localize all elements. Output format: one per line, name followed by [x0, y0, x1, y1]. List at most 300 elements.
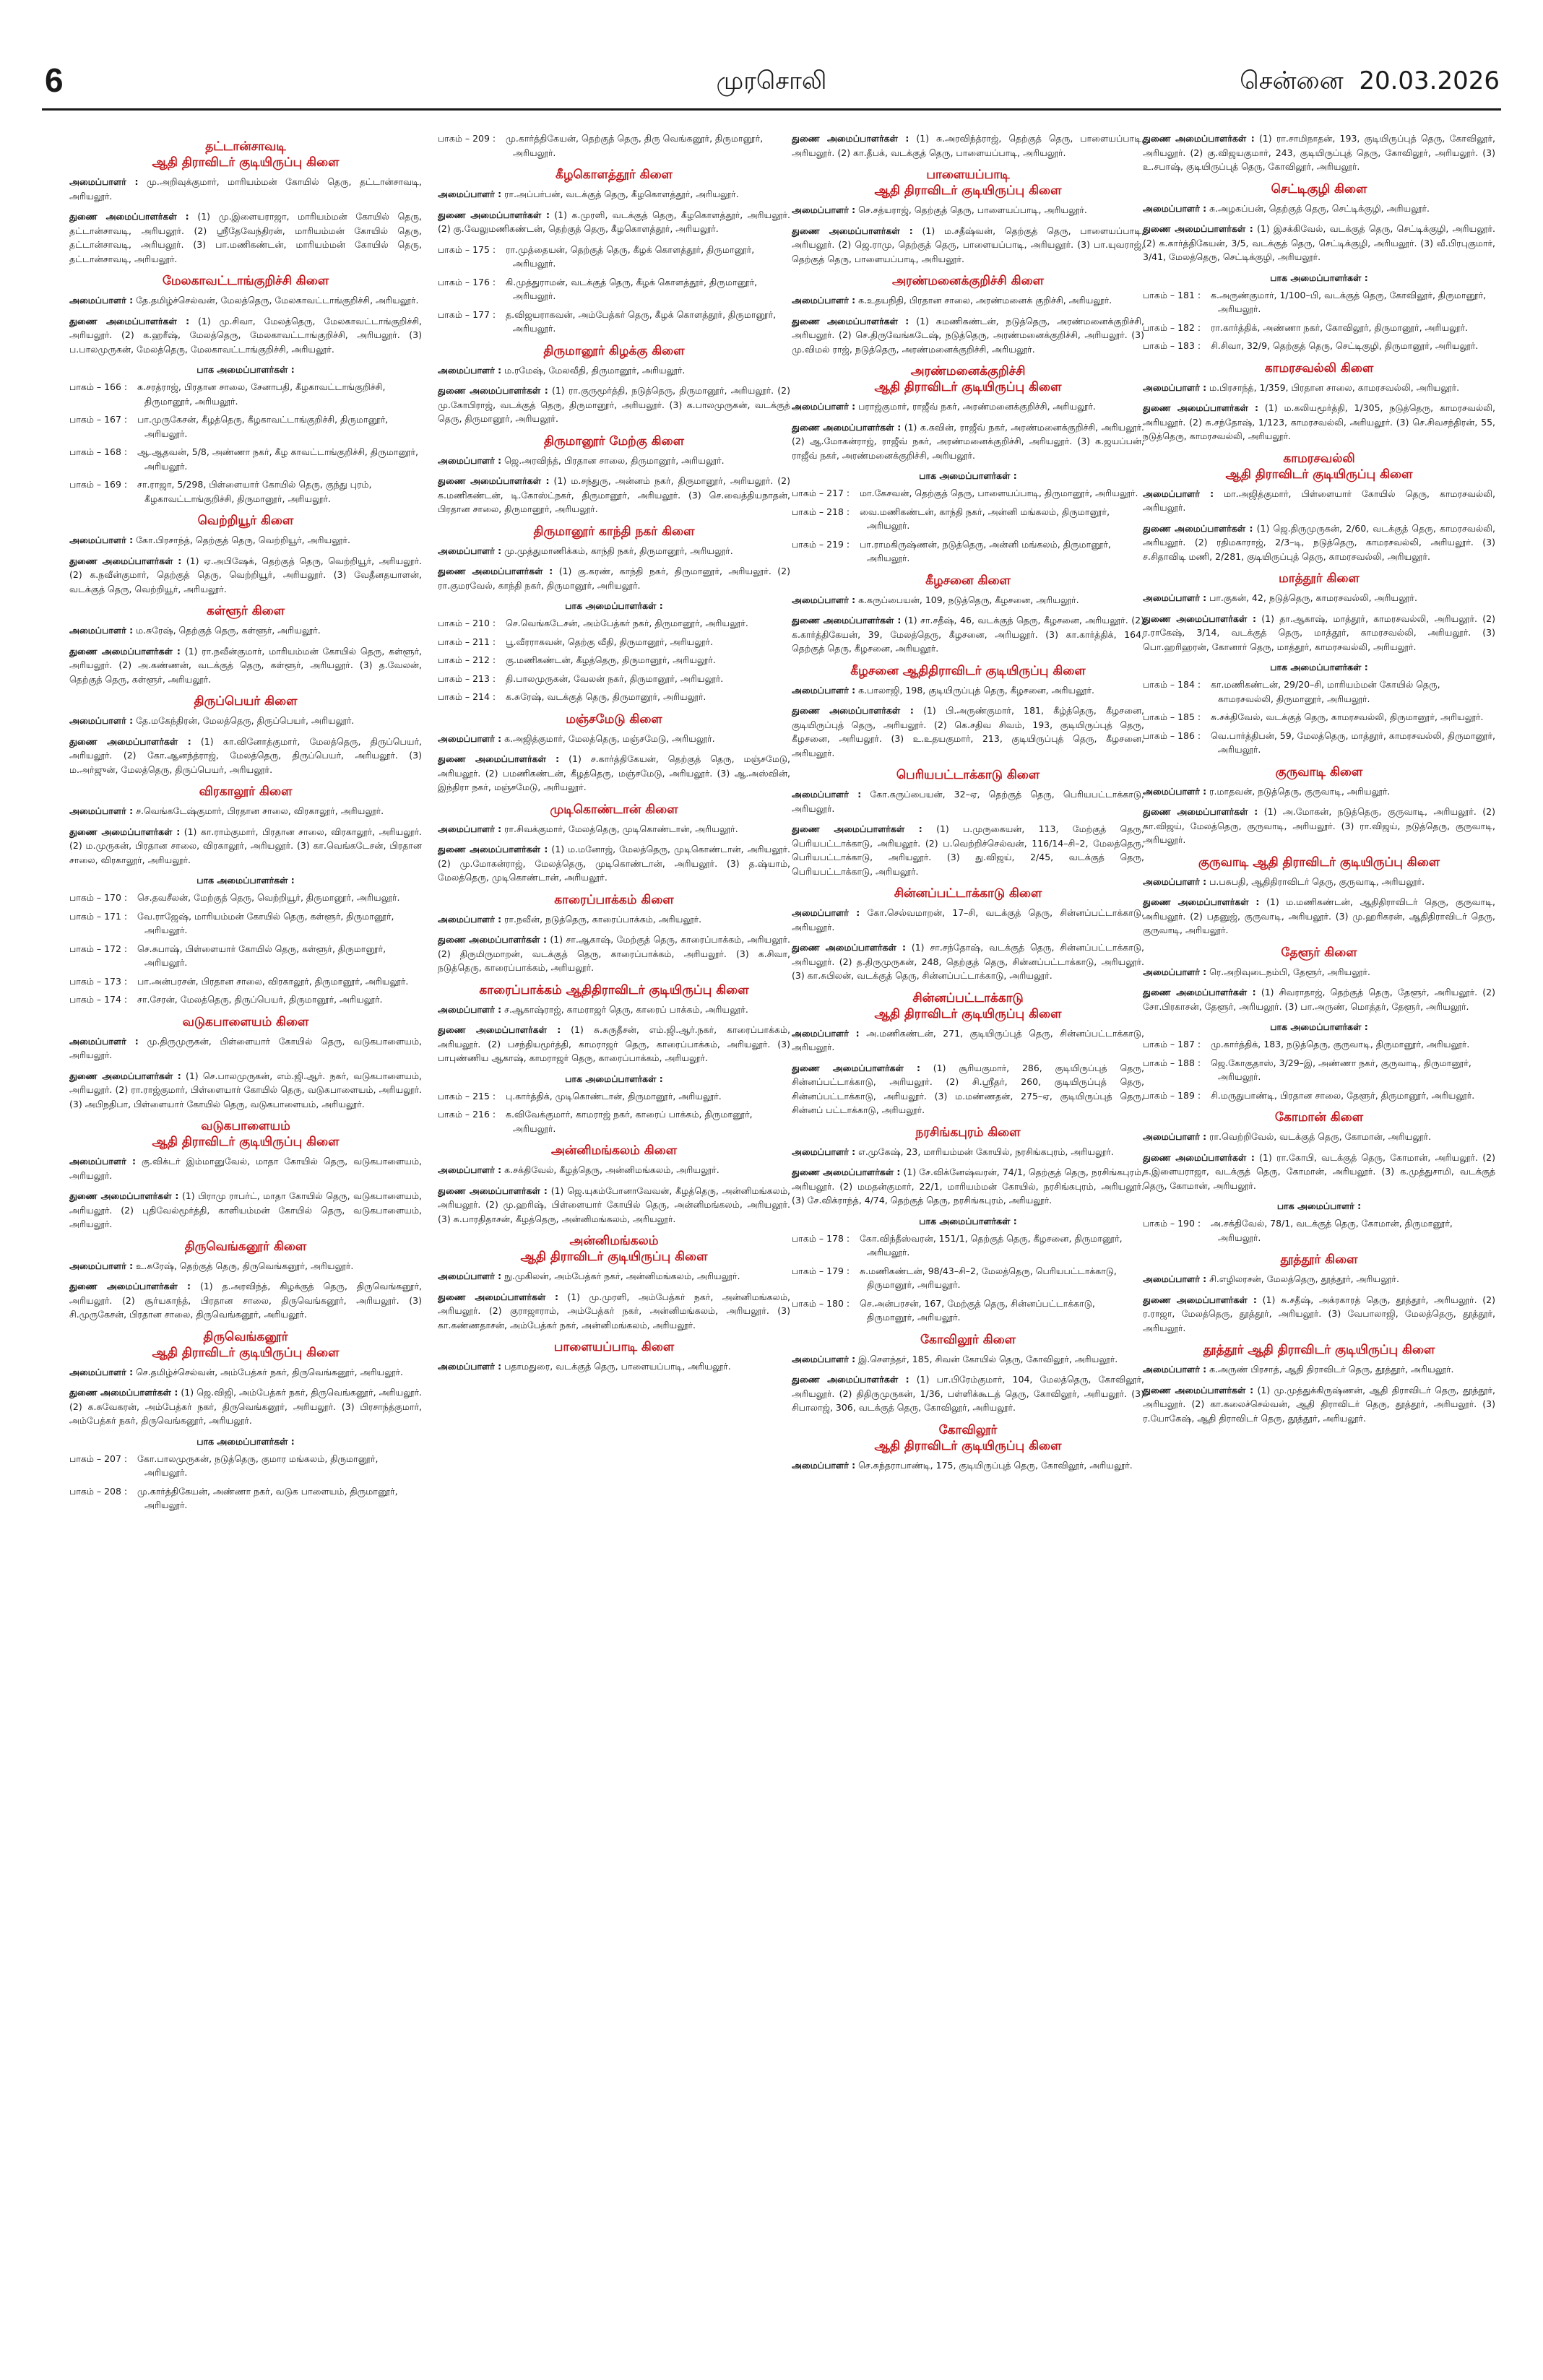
booth-number: பாகம் – 173 : [69, 975, 128, 987]
member-details: (1) ரா.நவீன்குமார், மாரியம்மன் கோயில் தெரு, கள்ளூர், அரியலூர். (2) அ.கண்ணன், வடக்குத் தெரு, கள்ளூர், அரியலூர். (3) த.வேலன், தெற்குத் தெரு, கள்ளூர், அரியலூர். [69, 645, 422, 685]
branch-heading-line: மேலகாவட்டாங்குறிச்சி கிளை [162, 274, 329, 288]
branch-heading [1143, 451, 1495, 483]
member-details: (1) பிராமு ராபர்ட், மாதா கோயில் தெரு, வடுகபாளையம், அரியலூர். (2) புதிவேல்மூர்த்தி, காளியம்மன் கோயில் தெரு, வடுகபாளையம், அரியலூர். [69, 1190, 422, 1229]
member-paragraph [69, 533, 422, 548]
booth-row [438, 275, 790, 303]
branch-heading [438, 524, 790, 540]
member-details: ம.ரமேஷ், மேலவீதி, திருமானூர், அரியலூர். [504, 364, 686, 376]
role-label: அமைப்பாளர் : [69, 805, 134, 816]
role-label: அமைப்பாளர் : [792, 907, 860, 918]
member-paragraph [438, 912, 790, 927]
branch-heading-line: வெற்றியூர் கிளை [197, 514, 294, 528]
booth-details: பூ.வீரராகவன், தெற்கு வீதி, திருமானூர், அரியலூர். [506, 636, 714, 647]
member-paragraph [438, 1163, 790, 1177]
booth-details: க.அருண்குமார், 1/100–பி, வடக்குத் தெரு, கோவிலூர், திருமானூர், அரியலூர். [1211, 289, 1487, 314]
booth-row [438, 635, 790, 649]
branch-heading-line: பாளையப்பாடி கிளை [553, 1340, 675, 1354]
member-paragraph [792, 1458, 1144, 1473]
member-paragraph [792, 1352, 1144, 1367]
branch-heading [69, 1118, 422, 1150]
branch-heading [69, 1329, 422, 1361]
member-details: க.பாலாஜி, 198, குடியிருப்புத் தெரு, கீழசனை, அரியலூர். [858, 684, 1095, 696]
branch-heading-line: ஆதி திராவிடர் குடியிருப்பு கிளை [152, 1135, 340, 1149]
booth-details: பா.ராமகிருஷ்ணன், நடுத்தெரு, அன்னி மங்கலம், திருமானூர், அரியலூர். [860, 538, 1111, 563]
booth-row [69, 1452, 422, 1480]
booth-number: பாகம் – 207 : [69, 1453, 128, 1464]
booth-number: பாகம் – 219 : [792, 538, 850, 550]
member-details: (1) மு.இளையராஜா, மாரியம்மன் கோயில் தெரு, தட்டான்சாவடி, அரியலூர். (2) ஸ்ரீதேவேந்திரன், மாரியம்மன் கோயில் தெரு, தட்டான்சாவடி, அரியலூர். (3) பா.மணிகண்டன், மாரியம்மன் கோயில் தெரு, தட்டான்சாவடி, அரியலூர். [69, 211, 422, 264]
member-paragraph [792, 1026, 1144, 1055]
role-label: துணை அமைப்பாளர்கள் : [438, 209, 550, 220]
branch-section [1143, 1342, 1495, 1425]
booth-number: பாகம் – 211 : [438, 636, 496, 647]
member-details: (1) ஜெ.திருமுருகன், 2/60, வடக்குத் தெரு, காமரசவல்லி, அரியலூர். (2) ரதிமகாராஜ், 2/3–டி, நடுத்தெரு, காமரசவல்லி, அரியலூர். (3) ச.சிதாவிடி மணி, 2/281, குடியிருப்புத் தெரு, காமரசவல்லி, அரியலூர். [1143, 522, 1495, 562]
booth-row [792, 537, 1144, 566]
booth-row [1143, 1089, 1495, 1103]
role-label: அமைப்பாளர் : [69, 1260, 134, 1271]
member-details: (1) ப.முருகையன், 113, மேற்குத் தெரு, பெரியபட்டாக்காடு, அரியலூர். (2) ப.வெற்றிச்செல்வன், 116/14–சி–2, மேலத்தெரு, பெரியபட்டாக்காடு, அரியலூர். (3) து.விஜய், 2/45, வடக்குத் தெரு, பெரியபட்டாக்காடு, அரியலூர். [792, 823, 1144, 877]
member-paragraph [1143, 1362, 1495, 1377]
role-label: துணை அமைப்பாளர்கள் : [69, 1070, 181, 1081]
member-paragraph [69, 293, 422, 308]
branch-section [438, 892, 790, 975]
branch-heading [792, 273, 1144, 289]
member-paragraph [792, 420, 1144, 463]
branch-heading-line: ஆதி திராவிடர் குடியிருப்பு கிளை [520, 1250, 708, 1264]
branch-heading [1143, 764, 1495, 780]
booth-details: த.விஜயராகவன், அம்பேத்கர் தெரு, கீழக் கொளத்தூர், திருமானூர், அரியலூர். [506, 308, 777, 334]
booth-details: சா.ராஜா, 5/298, பிள்ளையார் கோயில் தெரு, குந்து புரம், கீழகாவட்டாங்குறிச்சி, திருமானூர், அரியலூர். [137, 479, 372, 504]
role-label: துணை அமைப்பாளர்கள் : [438, 566, 553, 576]
member-details: உ.சுரேஷ், தெற்குத் தெரு, திருவெங்கனூர், அரியலூர். [136, 1260, 354, 1271]
role-label: அமைப்பாளர் : [69, 625, 134, 636]
member-paragraph [69, 825, 422, 867]
member-paragraph [438, 474, 790, 516]
branch-heading [1143, 1342, 1495, 1358]
role-label: அமைப்பாளர் : [1143, 488, 1214, 499]
booth-subheading: பாக அமைப்பாளர்கள் : [565, 1073, 663, 1084]
role-label: துணை அமைப்பாளர்கள் : [438, 934, 548, 945]
member-paragraph [69, 1279, 422, 1322]
branch-section [1143, 571, 1495, 757]
member-paragraph [792, 224, 1144, 267]
branch-heading-line: ஆதி திராவிடர் குடியிருப்பு கிளை [152, 155, 340, 170]
member-details: க.சக்திவேல், கீழத்தெரு, அன்னிமங்கலம், அரியலூர். [504, 1164, 719, 1175]
branch-section [438, 711, 790, 795]
role-label: அமைப்பாளர் : [792, 295, 856, 306]
branch-heading [69, 513, 422, 529]
member-details: க.அஜித்குமார், மேலத்தெரு, மஞ்சமேடு, அரியலூர். [504, 732, 715, 744]
member-paragraph [1143, 1383, 1495, 1426]
member-paragraph [438, 544, 790, 558]
branch-section [69, 139, 422, 266]
booth-number: பாகம் – 170 : [69, 892, 128, 903]
branch-heading-line: கீழசனை ஆதிதிராவிடர் குடியிருப்பு கிளை [850, 663, 1086, 678]
member-details: ச.ஆகாஷ்ராஜ், காமராஜர் தெரு, காரைப் பாக்கம், அரியலூர். [504, 1003, 748, 1015]
booth-number: பாகம் – 216 : [438, 1109, 496, 1120]
member-details: பதாமதுரை, வடக்குத் தெரு, பாளையப்பாடி, அரியலூர். [504, 1361, 731, 1372]
role-label: அமைப்பாளர் : [438, 1164, 502, 1175]
booth-row [69, 412, 422, 441]
member-details: மா.அஜித்குமார், பிள்ளையார் கோயில் தெரு, காமரசவல்லி, அரியலூர். [1143, 488, 1495, 513]
member-details: (1) ஏ.அபிஷேக், தெற்குத் தெரு, வெற்றியூர், அரியலூர். (2) க.நவீன்குமார், தெற்குத் தெரு, வெற்றியூர், அரியலூர். (3) வேதீனதயாளன், வடக்குத் தெரு, வெற்றியூர், அரியலூர். [69, 555, 422, 594]
branch-section [438, 167, 790, 336]
member-details: செ.சத்யராஜ், தெற்குத் தெரு, பாளையப்பாடி, அரியலூர். [858, 204, 1087, 215]
branch-heading-line: ஆதி திராவிடர் குடியிருப்பு கிளை [152, 1345, 340, 1360]
member-paragraph [792, 704, 1144, 760]
branch-heading-line: குருவாடி ஆதி திராவிடர் குடியிருப்பு கிளை [1198, 854, 1440, 870]
member-paragraph [792, 1372, 1144, 1415]
branch-section [792, 663, 1144, 761]
role-label: அமைப்பாளர் : [69, 1035, 139, 1047]
branch-heading-line: வடுகபாளையம் கிளை [182, 1014, 309, 1029]
member-paragraph [792, 1061, 1144, 1117]
branch-heading-line: திருமானூர் கிழக்கு கிளை [543, 343, 685, 358]
branch-heading [438, 1233, 790, 1265]
role-label: அமைப்பாளர் : [1143, 592, 1207, 603]
member-details: (1) ஜெ.யுகம்போனாவேவன், கீழத்தெரு, அன்னிமங்கலம், அரியலூர். (2) மு.ஹரிஷ், பிள்ளையார் கோயில் தெரு, அன்னிமங்கலம், அரியலூர். (3) சு.பாரதிதாசன், கீழத்தெரு, அன்னிமங்கலம், அரியலூர். [438, 1185, 790, 1224]
member-paragraph [69, 804, 422, 818]
column-1 [69, 131, 422, 2363]
role-label: அமைப்பாளர் : [69, 295, 134, 306]
member-paragraph [438, 384, 790, 426]
booth-number: பாகம் – 187 : [1143, 1039, 1201, 1050]
role-label: துணை அமைப்பாளர்கள் : [438, 385, 548, 396]
member-details: க.உதயநிதி, பிரதான சாலை, அரண்மனைக் குறிச்சி, அரியலூர். [858, 295, 1112, 306]
role-label: அமைப்பாளர் : [1143, 966, 1207, 977]
member-paragraph [792, 593, 1144, 607]
member-paragraph [438, 1359, 790, 1374]
member-paragraph [1143, 222, 1495, 264]
role-label: துணை அமைப்பாளர்கள் : [1143, 522, 1253, 534]
booth-details: கி.முத்துராமன், வடக்குத் தெரு, கீழக் கொளத்தூர், திருமானூர், அரியலூர். [506, 276, 758, 301]
member-details: சி.எழிலரசன், மேலத்தெரு, தூத்தூர், அரியலூர். [1209, 1273, 1399, 1284]
branch-section [1143, 1252, 1495, 1335]
booth-row [438, 653, 790, 667]
branch-heading [1143, 1252, 1495, 1268]
branch-heading-line: தட்டான்சாவடி [205, 139, 286, 154]
role-label: அமைப்பாளர் : [438, 189, 502, 199]
branch-heading-line: கள்ளூர் கிளை [206, 604, 285, 618]
member-paragraph [438, 564, 790, 592]
role-label: அமைப்பாளர் : [438, 1271, 502, 1281]
member-paragraph [438, 732, 790, 746]
branch-heading-line: கோவிலூர் கிளை [920, 1332, 1016, 1347]
role-label: துணை அமைப்பாளர்கள் : [69, 826, 181, 837]
role-label: துணை அமைப்பாளர்கள் : [1143, 987, 1256, 998]
member-paragraph [1143, 131, 1495, 174]
member-paragraph [69, 209, 422, 266]
branch-section [792, 273, 1144, 356]
branch-heading-line: கோமான் கிளை [1274, 1110, 1364, 1125]
role-label: துணை அமைப்பாளர்கள் : [69, 1190, 179, 1201]
role-label: அமைப்பாளர் : [438, 454, 502, 466]
branch-heading [792, 886, 1144, 901]
page-number: 6 [45, 61, 64, 99]
booth-number: பாகம் – 179 : [792, 1265, 850, 1276]
role-label: துணை அமைப்பாளர்கள் : [1143, 1384, 1254, 1395]
role-label: துணை அமைப்பாளர்கள் : [792, 315, 909, 326]
booth-number: பாகம் – 166 : [69, 381, 128, 392]
role-label: துணை அமைப்பாளர்கள் : [438, 1185, 548, 1196]
role-label: துணை அமைப்பாளர்கள் : [438, 844, 548, 854]
member-paragraph [1143, 965, 1495, 979]
role-label: துணை அமைப்பாளர்கள் : [1143, 223, 1253, 234]
member-details: கோ.பிரசாந்த், தெற்குத் தெரு, வெற்றியூர், அரியலூர். [136, 535, 351, 545]
member-details: (1) ம.கலியமூர்த்தி, 1/305, நடுத்தெரு, காமரசவல்லி, அரியலூர். (2) சு.சந்தோஷ், 1/123, காமரசவல்லி, அரியலூர். (3) செ.சிவசந்திரன், 55, நடுத்தெரு, காமரசவல்லி, அரியலூர். [1143, 402, 1495, 441]
member-paragraph [438, 822, 790, 836]
booth-details: சா.சேரன், மேலத்தெரு, திருப்பெயர், திருமானூர், அரியலூர். [137, 994, 383, 1005]
branch-heading-line: செட்டிகுழி கிளை [1271, 181, 1367, 196]
booth-number: பாகம் – 213 : [438, 672, 496, 684]
member-details: (1) க.முரளி, வடக்குத் தெரு, கீழகொளத்தூர், அரியலூர். (2) கு.வேலுமணிகண்டன், தெற்குத் தெரு, கீழகொளத்தூர், அரியலூர். [438, 209, 790, 234]
booth-row [1143, 729, 1495, 757]
booth-row [69, 942, 422, 970]
branch-heading [69, 1239, 422, 1255]
role-label: துணை அமைப்பாளர்கள் : [792, 705, 914, 716]
booth-details: க.சரத்ராஜ், பிரதான சாலை, சேனாபதி, கீழகாவட்டாங்குறிச்சி, திருமானூர், அரியலூர். [137, 381, 386, 407]
booth-number: பாகம் – 175 : [438, 243, 496, 255]
member-paragraph [1143, 985, 1495, 1013]
member-paragraph [438, 1184, 790, 1226]
member-paragraph [792, 613, 1144, 656]
member-paragraph [69, 735, 422, 777]
booth-row [1143, 288, 1495, 316]
member-details: பராஜ்குமார், ராஜீவ் நகர், அரண்மனைக்குறிச்சி, அரியலூர். [858, 401, 1096, 412]
member-details: (1) சு.சுருதீசன், எம்.ஜி.ஆர்.நகர், காரைப்பாக்கம், அரியலூர். (2) பசந்தியமூர்த்தி, காமராஜர் தெரு, காரைப்பாக்கம், அரியலூர். (3) பாபுண்ணிய ஆகாஷ், காமராஜர் தெரு, காரைப்பாக்கம், அரியலூர். [438, 1024, 790, 1063]
member-paragraph [1143, 805, 1495, 847]
branch-heading [792, 1125, 1144, 1141]
member-paragraph [69, 1034, 422, 1063]
booth-details: கோ.விந்தீஸ்வரன், 151/1, தெற்குத் தெரு, கீழசனை, திருமானூர், அரியலூர். [860, 1232, 1123, 1258]
branch-heading-line: மஞ்சமேடு கிளை [566, 711, 662, 727]
member-paragraph [69, 1069, 422, 1112]
member-paragraph [438, 1269, 790, 1284]
role-label: அமைப்பாளர் : [792, 1146, 856, 1157]
member-details: (1) சா.சதீஷ், 46, வடக்குத் தெரு, கீழசனை, அரியலூர். (2) க.கார்த்திகேயன், 39, மேலத்தெரு, கீழசனை, அரியலூர். (3) கா.கார்த்திக், 164, தெற்குத் தெரு, கீழசனை, அரியலூர். [792, 615, 1144, 654]
member-details: செ.தமிழ்ச்செல்வன், அம்பேத்கர் நகர், திருவெங்கனூர், அரியலூர். [136, 1366, 404, 1377]
member-paragraph [1143, 1151, 1495, 1193]
branch-heading-line: திருமானூர் மேற்கு கிளை [543, 433, 685, 449]
member-details: ஜெ.அரவிந்த், பிரதான சாலை, திருமானூர், அரியலூர். [504, 454, 725, 466]
booth-row [792, 1297, 1144, 1325]
branch-heading [438, 711, 790, 727]
branch-section [1143, 945, 1495, 1103]
branch-heading-line: கோவிலூர் [938, 1422, 998, 1437]
booth-details: ஜெ.கோகுதாஸ், 3/29–இ, அண்ணா நகர், குருவாடி, திருமானூர், அரியலூர். [1211, 1057, 1471, 1082]
role-label: துணை அமைப்பாளர்கள் : [69, 735, 191, 747]
role-label: அமைப்பாளர் : [1143, 1131, 1207, 1142]
member-paragraph [1143, 487, 1495, 515]
branch-section [69, 513, 422, 596]
member-paragraph [69, 644, 422, 687]
branch-section [69, 1239, 422, 1322]
role-label: துணை அமைப்பாளர்கள் : [1143, 1151, 1255, 1163]
branch-heading [792, 990, 1144, 1022]
member-details: (1) ஜெ.விஜி, அம்பேத்கர் நகர், திருவெங்கனூர், அரியலூர். (2) க.சுவேகரன், அம்பேத்கர் நகர், திருவெங்கனூர், அரியலூர். (3) பிரசாந்த்குமார், அம்பேத்கர் நகர், திருவெங்கனூர், அரியலூர். [69, 1387, 422, 1426]
branch-heading [438, 1143, 790, 1159]
booth-row [792, 1264, 1144, 1292]
member-details: பா.குகன், 42, நடுத்தெரு, காமரசவல்லி, அரியலூர். [1209, 592, 1417, 603]
role-label: அமைப்பாளர் : [69, 535, 134, 545]
booth-row [69, 992, 422, 1007]
branch-heading [438, 982, 790, 998]
column-4 [1143, 131, 1495, 2363]
booth-row [438, 131, 790, 160]
member-paragraph [438, 752, 790, 795]
member-paragraph [792, 1165, 1144, 1208]
booth-details: பா.முருகேசன், கீழத்தெரு, கீழகாவட்டாங்குறிச்சி, திருமானூர், அரியலூர். [137, 414, 389, 439]
role-label: துணை அமைப்பாளர்கள் : [438, 1024, 561, 1035]
branch-section [792, 990, 1144, 1117]
member-paragraph [792, 822, 1144, 878]
branch-section [1143, 764, 1495, 847]
branch-section [792, 767, 1144, 878]
branch-heading [438, 802, 790, 818]
member-details: (1) கா.வினோத்குமார், மேலத்தெரு, திருப்பெயர், அரியலூர். (2) கோ.ஆனந்த்ராஜ், மேலத்தெரு, திருப்பெயர், அரியலூர். (3) ம.அர்ஜுன், மேலத்தெரு, திருப்பெயர், அரியலூர். [69, 735, 422, 775]
booth-row [438, 672, 790, 686]
role-label: அமைப்பாளர் : [792, 1027, 860, 1039]
branch-heading-line: தூத்தூர் ஆதி திராவிடர் குடியிருப்பு கிளை [1203, 1343, 1435, 1357]
branch-section [1143, 360, 1495, 443]
branch-heading-line: கீழசனை கிளை [925, 573, 1011, 588]
booth-number: பாகம் – 167 : [69, 414, 128, 425]
branch-section [438, 1143, 790, 1226]
role-label: துணை அமைப்பாளர்கள் : [792, 1374, 909, 1385]
member-details: (1) ரா.கோபி, வடக்குத் தெரு, கோமான், அரியலூர். (2) க.இளையராஜா, வடக்குத் தெரு, கோமான், அரியலூர். (3) க.முத்துசாமி, வடக்குத் தெரு, கோமான், அரியலூர். [1143, 1151, 1495, 1191]
booth-subheading: பாக அமைப்பாளர்கள் : [919, 1215, 1017, 1226]
booth-number: பாகம் – 186 : [1143, 730, 1201, 741]
role-label: துணை அமைப்பாளர்கள் : [792, 225, 913, 236]
member-paragraph [69, 1189, 422, 1232]
booth-details: கோ.பாலமுருகன், நடுத்தெரு, குமார மங்கலம், திருமானூர், அரியலூர். [137, 1453, 379, 1478]
member-paragraph [69, 554, 422, 597]
role-label: அமைப்பாளர் : [792, 204, 856, 215]
member-details: கு.விக்டர் இம்மானுவேல், மாதா கோயில் தெரு, வடுகபாளையம், அரியலூர். [69, 1156, 422, 1181]
member-details: க.கருப்பையன், 109, நடுத்தெரு, கீழசனை, அரியலூர். [858, 594, 1079, 605]
member-details: (1) மு.சிவா, மேலத்தெரு, மேலகாவட்டாங்குறிச்சி, அரியலூர். (2) க.ஹரீஷ், மேலத்தெரு, மேலகாவட்டாங்குறிச்சி, அரியலூர். (3) ப.பாலமுருகன், மேலத்தெரு, மேலகாவட்டாங்குறிச்சி, அரியலூர். [69, 315, 422, 355]
member-paragraph [1143, 612, 1495, 654]
branch-section [792, 1125, 1144, 1325]
branch-heading-line: காமரசவல்லி [1283, 451, 1355, 466]
branch-heading-line: காரைப்பாக்கம் ஆதிதிராவிடர் குடியிருப்பு கிளை [479, 982, 749, 998]
booth-details: சு.சக்திவேல், வடக்குத் தெரு, காமரசவல்லி, திருமானூர், அரியலூர். [1211, 711, 1484, 722]
branch-heading [792, 663, 1144, 679]
member-paragraph [792, 203, 1144, 217]
branch-heading [792, 1422, 1144, 1454]
booth-details: செ.தவசீலன், மேற்குத் தெரு, வெற்றியூர், திருமானூர், அரியலூர். [137, 892, 400, 903]
member-details: (1) ம.மனோஜ், மேலத்தெரு, முடிகொண்டான், அரியலூர். (2) மு.மோகன்ராஜ், மேலத்தெரு, முடிகொண்டான், அரியலூர். (3) த.ஷ்யாம், மேலத்தெரு, முடிகொண்டான், அரியலூர். [438, 844, 790, 883]
member-details: எ.முகேஷ், 23, மாரியம்மன் கோயில், நரசிங்கபுரம், அரியலூர். [858, 1146, 1114, 1157]
member-details: மு.திருமுருகன், பிள்ளையார் கோயில் தெரு, வடுகபாளையம், அரியலூர். [69, 1035, 422, 1060]
role-label: துணை அமைப்பாளர்கள் : [438, 475, 550, 486]
booth-row [1143, 1216, 1495, 1245]
role-label: துணை அமைப்பாளர்கள் : [438, 1291, 558, 1302]
branch-heading-line: அன்னிமங்கலம் கிளை [550, 1143, 678, 1158]
role-label: அமைப்பாளர் : [438, 545, 502, 556]
role-label: துணை அமைப்பாளர்கள் : [69, 645, 181, 657]
booth-details: தி.பாலமுருகன், வேலன் நகர், திருமானூர், அரியலூர். [506, 672, 724, 684]
member-paragraph [1143, 895, 1495, 938]
member-details: ப.பசுபதி, ஆதிதிராவிடர் தெரு, குருவாடி, அரியலூர். [1209, 875, 1425, 887]
branch-section [69, 1014, 422, 1112]
role-label: துணை அமைப்பாளர்கள் : [69, 211, 189, 222]
booth-details: கு.மணிகண்டன், கீழத்தெரு, திருமானூர், அரியலூர். [506, 654, 716, 665]
member-details: (1) செ.பாலமுருகன், எம்.ஜி.ஆர். நகர், வடுகபாளையம், அரியலூர். (2) ரா.ராஜ்குமார், பிள்ளையார் கோயில் தெரு, வடுகபாளையம், அரியலூர். (3) அபிநதிபா, பிள்ளையார் கோயில் தெரு, வடுகபாளையம், அரியலூர். [69, 1070, 422, 1109]
member-details: ரா.வெற்றிவேல், வடக்குத் தெரு, கோமான், அரியலூர். [1209, 1131, 1432, 1142]
booth-details: வை.மணிகண்டன், காந்தி நகர், அன்னி மங்கலம், திருமானூர், அரியலூர். [860, 506, 1110, 531]
role-label: அமைப்பாளர் : [1143, 381, 1207, 393]
branch-section [792, 1422, 1144, 1473]
member-paragraph [792, 940, 1144, 983]
booth-row [1143, 321, 1495, 335]
branch-section [438, 982, 790, 1136]
booth-details: மா.கேசவன், தெற்குத் தெரு, பாளையப்பாடி, திருமானூர், அரியலூர். [860, 488, 1138, 498]
role-label: அமைப்பாளர் : [792, 1353, 856, 1364]
booth-number: பாகம் – 218 : [792, 506, 850, 517]
role-label: துணை அமைப்பாளர்கள் : [1143, 613, 1256, 624]
member-details: (1) ம.சந்துரு, அன்னம் நகர், திருமானூர், அரியலூர். (2) க.மணிகண்டன், டி.கோஸ்ட்நகர், திருமானூர், அரியலூர். (3) செ.வைத்தியநாதன், பிரதான சாலை, திருமானூர், அரியலூர். [438, 475, 790, 514]
booth-details: செ.வெங்கடேசன், அம்பேத்கர் நகர், திருமானூர், அரியலூர். [506, 618, 748, 628]
booth-number: பாகம் – 209 : [438, 133, 496, 144]
branch-section [69, 1329, 422, 1513]
branch-heading [69, 139, 422, 170]
member-details: (1) சு.அரவிந்த்ராஜ், தெற்குத் தெரு, பாளையப்பாடி, அரியலூர். (2) கா.தீபக், வடக்குத் தெரு, பாளையப்பாடி, அரியலூர். [792, 133, 1144, 158]
member-paragraph [792, 787, 1144, 815]
booth-details: சி.சிவா, 32/9, தெற்குத் தெரு, செட்டிகுழி, திருமானூர், அரியலூர். [1211, 340, 1479, 351]
booth-details: க.விவேக்குமார், காமராஜ் நகர், காரைப் பாக்கம், திருமானூர், அரியலூர். [506, 1109, 753, 1134]
branch-section [792, 363, 1144, 566]
branch-heading [1143, 1109, 1495, 1125]
member-details: (1) அ.மோகன், நடுத்தெரு, குருவாடி, அரியலூர். (2) கா.விஜய், மேலத்தெரு, குருவாடி, அரியலூர். (3) ரா.விஜய், நடுத்தெரு, குருவாடி, அரியலூர். [1143, 806, 1495, 845]
branch-section [792, 167, 1144, 266]
member-details: ச.வெங்கடேஷ்குமார், பிரதான சாலை, விரகாலூர், அரியலூர். [136, 805, 384, 816]
branch-section [1143, 181, 1495, 353]
newspaper-name: முரசொலி [716, 66, 827, 95]
member-details: ரெ.அறிவுடைநம்பி, தேளூர், அரியலூர். [1209, 966, 1371, 977]
branch-heading [438, 433, 790, 449]
branch-heading [792, 167, 1144, 199]
member-details: மு.அறிவுக்குமார், மாரியம்மன் கோயில் தெரு, தட்டான்சாவடி, அரியலூர். [69, 176, 422, 202]
member-paragraph [438, 1023, 790, 1065]
member-details: (1) ம.சதீஷ்வன், தெற்குத் தெரு, பாளையப்பாடி, அரியலூர். (2) ஜெ.ராமு, தெற்குத் தெரு, பாளையப்பாடி, அரியலூர். (3) பா.யுவராஜ், தெற்குத் தெரு, பாளையப்பாடி, அரியலூர். [792, 225, 1144, 264]
booth-number: பாகம் – 182 : [1143, 321, 1201, 333]
member-details: இ.சௌந்தர், 185, சிவன் கோயில் தெரு, கோவிலூர், அரியலூர். [858, 1353, 1118, 1364]
role-label: துணை அமைப்பாளர்கள் : [69, 1281, 191, 1291]
member-details: (1) சுமணிகண்டன், நடுத்தெரு, அரண்மனைக்குறிச்சி, அரியலூர். (2) செ.திருவேங்கடேஷ், நடுத்தெரு, அரண்மனைக்குறிச்சி, அரியலூர். (3) மு.விமல் ராஜ், நடுத்தெரு, அரண்மனைக்குறிச்சி, அரியலூர். [792, 315, 1144, 355]
booth-row [1143, 678, 1495, 706]
booth-number: பாகம் – 190 : [1143, 1218, 1201, 1229]
member-details: (1) ரா.சாமிநாதன், 193, குடியிருப்புத் தெரு, கோவிலூர், அரியலூர். (2) கு.விஜயகுமார், 243, குடியிருப்புத் தெரு, கோவிலூர், அரியலூர். (3) உ.சபாஷ், குடியிருப்புத் தெரு, கோவிலூர், அரியலூர். [1143, 133, 1495, 172]
booth-details: வே.ராஜேஷ், மாரியம்மன் கோயில் தெரு, கள்ளூர், திருமானூர், அரியலூர். [137, 910, 394, 935]
role-label: துணை அமைப்பாளர்கள் : [438, 753, 560, 764]
branch-section [1143, 451, 1495, 564]
branch-heading [438, 167, 790, 183]
member-paragraph [438, 363, 790, 378]
member-details: (1) தா.ஆகாஷ், மாத்தூர், காமரசவல்லி, அரியலூர். (2) ர.ராகேஷ், 3/14, வடக்குத் தெரு, மாத்தூர், காமரசவல்லி, அரியலூர். (3) பொ.ஹரிஹரன், கோனார் தெரு, மாத்தூர், காமரசவல்லி, அரியலூர். [1143, 613, 1495, 652]
branch-section [69, 784, 422, 1007]
booth-number: பாகம் – 181 : [1143, 289, 1201, 300]
member-details: (1) பி.அருண்குமார், 181, கீழ்த்தெரு, கீழசனை, குடியிருப்புத் தெரு, அரியலூர். (2) கெ.சதிவ சிவம், 193, குடியிருப்புத் தெரு, கீழசனை, அரியலூர். (3) உ.உதயகுமார், 213, குடியிருப்புத் தெரு, கீழசனை, அரியலூர். [792, 705, 1144, 758]
member-paragraph [1143, 522, 1495, 564]
booth-details: கா.மணிகண்டன், 29/20–சி, மாரியம்மன் கோயில் தெரு, காமரசவல்லி, திருமானூர், அரியலூர். [1211, 679, 1440, 704]
member-details: (1) சா.ஆகாஷ், மேற்குத் தெரு, காரைப்பாக்கம், அரியலூர். (2) திருமிருமாறன், வடக்குத் தெரு, காரைப்பாக்கம், அரியலூர். (3) க.சிவா, நடுத்தெரு, காரைப்பாக்கம், அரியலூர். [438, 934, 790, 973]
booth-row [792, 505, 1144, 533]
branch-heading [792, 363, 1144, 395]
booth-number: பாகம் – 180 : [792, 1297, 850, 1309]
column-3 [792, 131, 1144, 2363]
masthead [0, 0, 1543, 108]
